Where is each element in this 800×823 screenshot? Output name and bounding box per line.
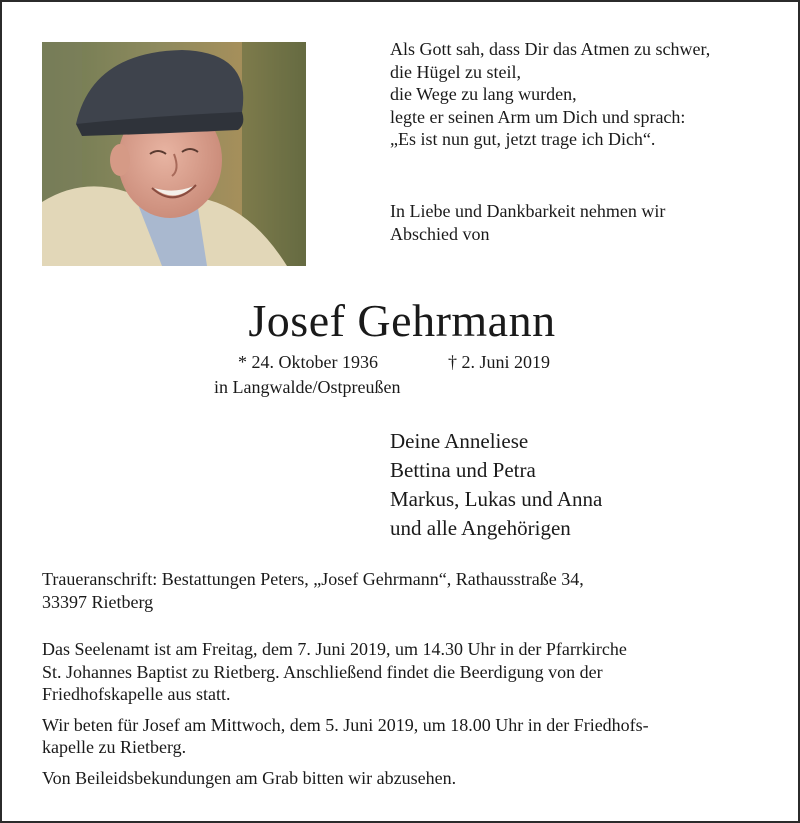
mourners-list [390,427,602,543]
farewell-line: Abschied von [390,223,490,244]
prayer-notice [42,714,762,759]
poem-line: Als Gott sah, dass Dir das Atmen zu schwer, [390,39,711,59]
birthplace: in Langwalde/Ostpreußen [214,377,401,397]
requiem-notice [42,638,762,706]
service-notices [42,638,762,797]
address-line: 33397 Rietberg [42,591,154,612]
farewell-line: In Liebe und Dankbarkeit nehmen wir [390,201,666,221]
poem-line: die Hügel zu steil, [390,61,521,82]
poem [390,38,710,151]
farewell-text [390,200,665,245]
poem-line: die Wege zu lang wurden, [390,84,577,104]
notice-line: St. Johannes Baptist zu Rietberg. Anschließend findet die Beerdigung von der [42,661,603,682]
mourner: Markus, Lukas und Anna [390,487,603,511]
notice-line: Friedhofskapelle aus statt. [42,684,231,704]
mourning-address [42,568,584,613]
portrait-photo [42,42,306,266]
birth-date: * 24. Oktober 1936 [238,352,378,372]
condolence-notice [42,767,762,790]
notice-line: Von Beileidsbekundungen am Grab bitten wir abzusehen. [42,767,457,788]
poem-line: „Es ist nun gut, jetzt trage ich Dich“. [390,129,656,149]
mourner: und alle Angehörigen [390,516,571,540]
notice-line: Wir beten für Josef am Mittwoch, dem 5. Juni 2019, um 18.00 Uhr in der Friedhofs- [42,714,649,735]
poem-line: legte er seinen Arm um Dich und sprach: [390,106,686,127]
address-line: Traueranschrift: Bestattungen Peters, „Josef Gehrmann“, Rathausstraße 34, [42,569,584,589]
notice-line: Das Seelenamt ist am Freitag, dem 7. Juni 2019, um 14.30 Uhr in der Pfarrkirche [42,639,627,659]
mourner: Deine Anneliese [390,429,529,453]
death-date: † 2. Juni 2019 [448,352,551,372]
deceased-name: Josef Gehrmann [248,295,556,346]
mourner: Bettina und Petra [390,458,536,482]
portrait-illustration [42,42,306,266]
notice-line: kapelle zu Rietberg. [42,737,187,757]
